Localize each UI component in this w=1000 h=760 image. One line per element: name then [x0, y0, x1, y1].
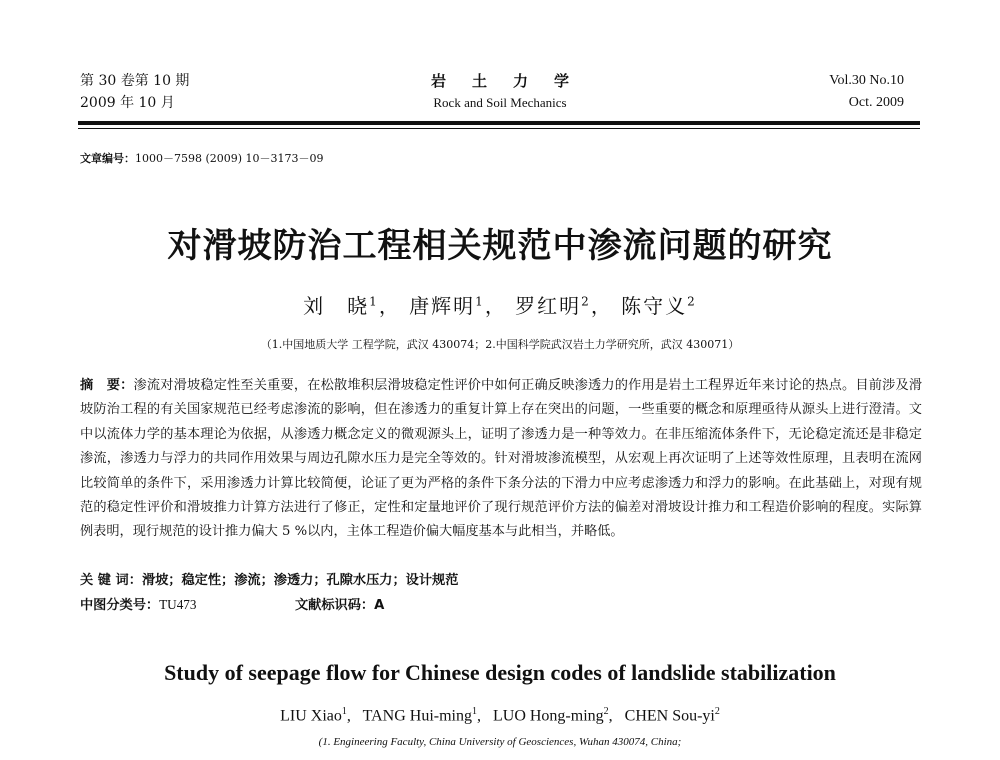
journal-name-en: Rock and Soil Mechanics [433, 95, 567, 110]
keywords-label: 关 键 词： [80, 573, 142, 588]
abstract-cn [80, 374, 922, 545]
title-cn: 对滑坡防治工程相关规范中渗流问题的研究 [167, 226, 833, 266]
article-number-label: 文章编号： [80, 152, 135, 165]
author-en-affil-mark: 2 [603, 706, 609, 717]
author-en: LIU Xiao [280, 707, 342, 725]
document-code [295, 594, 384, 613]
author-en-affil-mark: 2 [714, 706, 720, 717]
clc-value: TU473 [159, 597, 197, 612]
article-number-value: 1000－7598 (2009) 10－3173－09 [135, 152, 324, 165]
affiliation-cn: （1.中国地质大学 工程学院，武汉 430074；2.中国科学院武汉岩土力学研究所，武汉 430071） [260, 338, 740, 351]
volume-issue-cn: 第 30 卷第 10 期 [80, 73, 190, 89]
header-right [829, 70, 904, 114]
author-cn: 刘 晓 [303, 294, 370, 318]
authors-en: LIU Xiao$^1$, TANG Hui-ming$^1$, LUO Hong-ming$^2$, CHEN Sou-$yi^2$ [280, 706, 720, 725]
article-number [80, 150, 324, 166]
author-en-affil-mark: 1 [341, 706, 347, 717]
author-en: TANG Hui-ming [362, 707, 472, 725]
author-en: CHEN Sou-yi [624, 707, 715, 725]
abstract-label: 摘 要： [80, 378, 134, 393]
author-cn: 唐辉明 [409, 294, 476, 318]
author-cn-affil-mark: 2 [687, 294, 697, 309]
authors-cn: 刘 晓$^1$， 唐辉明$^1$， 罗红明$^2$， 陈守义$^2$ [303, 294, 697, 318]
affiliation-en: (1. Engineering Faculty, China University of Geosciences, Wuhan 430074, China; [318, 736, 682, 748]
journal-name-cn: 岩土力学 [430, 72, 595, 90]
classification [80, 594, 922, 613]
date-cn: 2009 年 10 月 [80, 95, 175, 111]
volume-issue-en: Vol.30 No.10 [829, 73, 904, 88]
date-en: Oct. 2009 [848, 95, 904, 110]
author-cn-affil-mark: 1 [475, 294, 485, 309]
keywords-text: 滑坡；稳定性；渗流；渗透力；孔隙水压力；设计规范 [141, 573, 459, 588]
doc-code-value: A [374, 598, 385, 613]
author-en-affil-mark: 1 [471, 706, 477, 717]
author-cn: 罗红明 [515, 294, 582, 318]
keywords-cn [80, 569, 922, 588]
clc-label: 中图分类号： [80, 598, 160, 613]
header-rule-thin [78, 128, 920, 129]
author-en: LUO Hong-ming [492, 707, 604, 725]
author-cn-affil-mark: 1 [369, 294, 379, 309]
header-rule-thick [78, 121, 920, 125]
title-en: Study of seepage flow for Chinese design codes of landslide stabilization [164, 660, 836, 685]
author-cn-affil-mark: 2 [581, 294, 591, 309]
doc-code-label: 文献标识码： [295, 598, 375, 613]
abstract-text: 渗流对滑坡稳定性至关重要，在松散堆积层滑坡稳定性评价中如何正确反映渗透力的作用是岩土工程界近年来讨论的热点。目前涉及滑坡防治工程的有关国家规范已经考虑渗流的影响，但在渗透力的重复计算上存在突出的问题，一些重要的概念和原理亟待从源头上进行澄清。文中以流体力学的基本理论为依据，从渗透力概念定义的微观源头上，证明了渗透力是一种等效力。在非压缩流体条件下，无论稳定流还是非稳定渗流，渗透力与浮力的共同作用效果与周边孔隙水压力是完全等效的。针对滑坡渗流模型，从宏观上再次证明了上述等效性原理，且表明在流网比较简单的条件下，采用渗透力计算比较简便，论证了更为严格的条件下条分法的下滑力中应考虑渗透力和浮力的影响。在此基础上，对现有规范的稳定性评价和滑坡推力计算方法进行了修正，定性和定量地评价了现行规范评价方法的偏差对滑坡设计推力和工程造价影响的程度。实际算例表明，现行规范的设计推力偏大 5 %以内，主体工程造价偏大幅度基本与此相当，并略低。 [80, 378, 923, 540]
author-cn: 陈守义 [621, 294, 688, 318]
